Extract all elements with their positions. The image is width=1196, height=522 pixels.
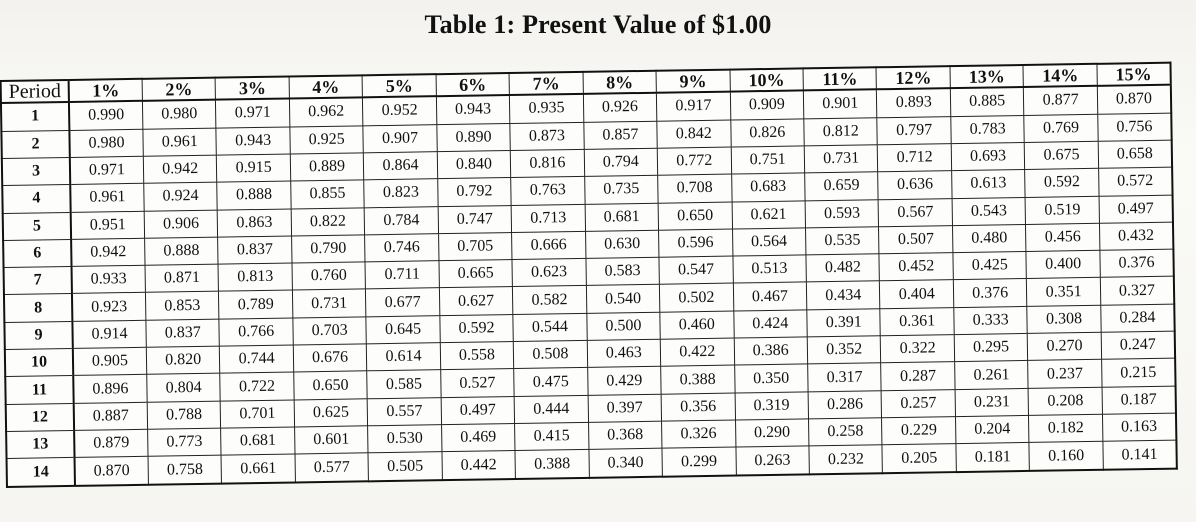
- value-cell: 0.711: [365, 261, 439, 289]
- value-cell: 0.467: [733, 282, 807, 310]
- value-cell: 0.744: [220, 345, 294, 373]
- value-cell: 0.317: [808, 363, 882, 391]
- period-cell: 14: [7, 458, 75, 487]
- value-cell: 0.917: [656, 92, 730, 121]
- value-cell: 0.855: [291, 180, 365, 208]
- rate-column-header: 11%: [803, 67, 877, 90]
- value-cell: 0.442: [442, 451, 516, 480]
- value-cell: 0.601: [294, 426, 368, 454]
- value-cell: 0.572: [1098, 167, 1172, 195]
- value-cell: 0.625: [294, 399, 368, 427]
- value-cell: 0.826: [730, 119, 804, 147]
- value-cell: 0.204: [955, 415, 1029, 443]
- rate-column-header: 6%: [436, 73, 510, 96]
- value-cell: 0.813: [218, 263, 292, 291]
- value-cell: 0.962: [289, 97, 363, 126]
- value-cell: 0.257: [882, 389, 956, 417]
- value-cell: 0.823: [364, 179, 438, 207]
- value-cell: 0.400: [1026, 250, 1100, 278]
- value-cell: 0.722: [220, 372, 294, 400]
- value-cell: 0.469: [441, 424, 515, 452]
- value-cell: 0.666: [512, 231, 586, 259]
- value-cell: 0.482: [806, 254, 880, 282]
- value-cell: 0.879: [74, 429, 148, 457]
- value-cell: 0.889: [290, 153, 364, 181]
- value-cell: 0.731: [292, 289, 366, 317]
- value-cell: 0.263: [736, 446, 810, 475]
- value-cell: 0.621: [732, 200, 806, 228]
- value-cell: 0.388: [661, 365, 735, 393]
- value-cell: 0.187: [1102, 386, 1176, 414]
- value-cell: 0.901: [803, 89, 877, 118]
- value-cell: 0.356: [661, 393, 735, 421]
- value-cell: 0.497: [441, 396, 515, 424]
- value-cell: 0.773: [148, 428, 222, 456]
- value-cell: 0.205: [882, 444, 956, 473]
- value-cell: 0.942: [143, 155, 217, 183]
- table-body: [1, 85, 1177, 487]
- rate-column-header: 3%: [215, 77, 289, 100]
- value-cell: 0.452: [879, 253, 953, 281]
- value-cell: 0.871: [145, 264, 219, 292]
- value-cell: 0.463: [587, 339, 661, 367]
- value-cell: 0.820: [146, 346, 220, 374]
- value-cell: 0.797: [877, 116, 951, 144]
- value-cell: 0.547: [659, 256, 733, 284]
- value-cell: 0.502: [660, 284, 734, 312]
- value-cell: 0.295: [954, 334, 1028, 362]
- value-cell: 0.480: [952, 224, 1026, 252]
- value-cell: 0.270: [1028, 332, 1102, 360]
- value-cell: 0.870: [75, 457, 149, 486]
- value-cell: 0.712: [878, 144, 952, 172]
- value-cell: 0.701: [221, 400, 295, 428]
- period-cell: 2: [1, 130, 69, 158]
- rate-column-header: 8%: [583, 71, 657, 94]
- period-cell: 9: [4, 321, 72, 349]
- rate-column-header: 10%: [730, 68, 804, 91]
- value-cell: 0.816: [510, 149, 584, 177]
- value-cell: 0.893: [877, 88, 951, 117]
- value-cell: 0.909: [730, 90, 804, 119]
- value-cell: 0.896: [73, 375, 147, 403]
- value-cell: 0.933: [72, 265, 146, 293]
- value-cell: 0.181: [956, 443, 1030, 472]
- value-cell: 0.535: [806, 227, 880, 255]
- value-cell: 0.926: [583, 93, 657, 122]
- value-cell: 0.287: [881, 362, 955, 390]
- value-cell: 0.914: [72, 320, 146, 348]
- value-cell: 0.630: [585, 230, 659, 258]
- value-cell: 0.840: [437, 150, 511, 178]
- value-cell: 0.943: [216, 127, 290, 155]
- value-cell: 0.735: [584, 175, 658, 203]
- value-cell: 0.424: [733, 310, 807, 338]
- value-cell: 0.661: [221, 454, 295, 483]
- value-cell: 0.935: [510, 94, 584, 123]
- period-cell: 6: [3, 239, 71, 267]
- value-cell: 0.683: [731, 173, 805, 201]
- value-cell: 0.543: [952, 197, 1026, 225]
- rate-column-header: 9%: [656, 70, 730, 93]
- value-cell: 0.391: [807, 309, 881, 337]
- rate-column-header: 13%: [950, 65, 1024, 88]
- value-cell: 0.500: [586, 312, 660, 340]
- value-cell: 0.141: [1103, 440, 1177, 469]
- value-cell: 0.444: [514, 395, 588, 423]
- value-cell: 0.961: [143, 128, 217, 156]
- value-cell: 0.425: [953, 252, 1027, 280]
- value-cell: 0.215: [1101, 359, 1175, 387]
- value-cell: 0.990: [69, 101, 143, 130]
- value-cell: 0.890: [437, 123, 511, 151]
- value-cell: 0.645: [366, 315, 440, 343]
- value-cell: 0.877: [1024, 86, 1098, 115]
- value-cell: 0.232: [809, 445, 883, 474]
- value-cell: 0.326: [662, 420, 736, 448]
- value-cell: 0.544: [513, 313, 587, 341]
- value-cell: 0.943: [436, 95, 510, 124]
- value-cell: 0.513: [733, 255, 807, 283]
- value-cell: 0.942: [71, 238, 145, 266]
- value-cell: 0.769: [1024, 114, 1098, 142]
- value-cell: 0.237: [1028, 360, 1102, 388]
- value-cell: 0.368: [588, 421, 662, 449]
- value-cell: 0.299: [662, 447, 736, 476]
- value-cell: 0.693: [951, 142, 1025, 170]
- rate-column-header: 12%: [876, 66, 950, 89]
- value-cell: 0.582: [513, 286, 587, 314]
- present-value-table-container: [0, 62, 1178, 488]
- value-cell: 0.623: [512, 259, 586, 287]
- value-cell: 0.951: [71, 211, 145, 239]
- value-cell: 0.952: [363, 96, 437, 125]
- value-cell: 0.415: [515, 422, 589, 450]
- rate-column-header: 1%: [69, 79, 143, 102]
- value-cell: 0.352: [807, 336, 881, 364]
- table-title: Table 1: Present Value of $1.00: [424, 10, 772, 39]
- value-cell: 0.789: [219, 290, 293, 318]
- value-cell: 0.261: [955, 361, 1029, 389]
- value-cell: 0.567: [879, 198, 953, 226]
- period-cell: 11: [5, 376, 73, 404]
- value-cell: 0.593: [805, 199, 879, 227]
- period-cell: 12: [6, 403, 74, 431]
- value-cell: 0.507: [879, 225, 953, 253]
- value-cell: 0.677: [366, 288, 440, 316]
- value-cell: 0.756: [1098, 113, 1172, 141]
- value-cell: 0.812: [804, 117, 878, 145]
- rate-column-header: 7%: [509, 72, 583, 95]
- value-cell: 0.376: [1100, 249, 1174, 277]
- period-cell: 7: [4, 267, 72, 295]
- value-cell: 0.351: [1027, 278, 1101, 306]
- value-cell: 0.746: [365, 234, 439, 262]
- value-cell: 0.925: [290, 125, 364, 153]
- value-cell: 0.837: [146, 319, 220, 347]
- value-cell: 0.924: [144, 182, 218, 210]
- value-cell: 0.558: [440, 342, 514, 370]
- value-cell: 0.376: [953, 279, 1027, 307]
- value-cell: 0.713: [511, 204, 585, 232]
- value-cell: 0.583: [586, 257, 660, 285]
- value-cell: 0.788: [147, 401, 221, 429]
- value-cell: 0.763: [511, 177, 585, 205]
- value-cell: 0.519: [1025, 196, 1099, 224]
- value-cell: 0.333: [954, 306, 1028, 334]
- value-cell: 0.319: [735, 392, 809, 420]
- value-cell: 0.980: [142, 100, 216, 129]
- value-cell: 0.766: [219, 318, 293, 346]
- value-cell: 0.783: [951, 115, 1025, 143]
- value-cell: 0.160: [1029, 442, 1103, 471]
- value-cell: 0.386: [734, 337, 808, 365]
- value-cell: 0.475: [514, 368, 588, 396]
- value-cell: 0.505: [368, 452, 442, 481]
- rate-column-header: 15%: [1097, 63, 1171, 86]
- value-cell: 0.614: [367, 343, 441, 371]
- value-cell: 0.557: [367, 397, 441, 425]
- value-cell: 0.284: [1101, 304, 1175, 332]
- value-cell: 0.772: [657, 147, 731, 175]
- period-cell: 10: [5, 349, 73, 377]
- value-cell: 0.676: [293, 344, 367, 372]
- value-cell: 0.864: [364, 152, 438, 180]
- value-cell: 0.397: [588, 394, 662, 422]
- value-cell: 0.888: [145, 237, 219, 265]
- value-cell: 0.231: [955, 388, 1029, 416]
- value-cell: 0.792: [437, 178, 511, 206]
- value-cell: 0.290: [735, 419, 809, 447]
- value-cell: 0.794: [584, 148, 658, 176]
- value-cell: 0.873: [510, 122, 584, 150]
- period-cell: 8: [4, 294, 72, 322]
- value-cell: 0.760: [292, 262, 366, 290]
- value-cell: 0.592: [1025, 169, 1099, 197]
- value-cell: 0.208: [1028, 387, 1102, 415]
- value-cell: 0.540: [586, 285, 660, 313]
- value-cell: 0.923: [72, 293, 146, 321]
- value-cell: 0.229: [882, 417, 956, 445]
- value-cell: 0.388: [515, 450, 589, 479]
- value-cell: 0.705: [438, 232, 512, 260]
- value-cell: 0.163: [1102, 413, 1176, 441]
- value-cell: 0.434: [806, 281, 880, 309]
- value-cell: 0.577: [295, 453, 369, 482]
- value-cell: 0.286: [808, 390, 882, 418]
- value-cell: 0.758: [148, 455, 222, 484]
- period-cell: 13: [6, 430, 74, 458]
- value-cell: 0.906: [144, 210, 218, 238]
- value-cell: 0.530: [368, 425, 442, 453]
- value-cell: 0.790: [291, 235, 365, 263]
- value-cell: 0.703: [293, 317, 367, 345]
- value-cell: 0.961: [70, 184, 144, 212]
- value-cell: 0.585: [367, 370, 441, 398]
- value-cell: 0.842: [657, 120, 731, 148]
- value-cell: 0.327: [1100, 277, 1174, 305]
- value-cell: 0.665: [439, 260, 513, 288]
- value-cell: 0.853: [145, 292, 219, 320]
- value-cell: 0.340: [589, 449, 663, 478]
- value-cell: 0.681: [221, 427, 295, 455]
- value-cell: 0.308: [1027, 305, 1101, 333]
- value-cell: 0.980: [69, 129, 143, 157]
- value-cell: 0.564: [732, 228, 806, 256]
- value-cell: 0.592: [440, 314, 514, 342]
- value-cell: 0.784: [364, 206, 438, 234]
- value-cell: 0.888: [217, 181, 291, 209]
- value-cell: 0.596: [659, 229, 733, 257]
- value-cell: 0.659: [805, 172, 879, 200]
- value-cell: 0.350: [734, 364, 808, 392]
- rate-column-header: 2%: [142, 78, 216, 101]
- rate-column-header: 4%: [289, 75, 363, 98]
- period-cell: 3: [2, 157, 70, 185]
- value-cell: 0.731: [804, 145, 878, 173]
- rate-column-header: 5%: [362, 74, 436, 97]
- value-cell: 0.247: [1101, 331, 1175, 359]
- value-cell: 0.636: [878, 171, 952, 199]
- value-cell: 0.497: [1099, 195, 1173, 223]
- period-cell: 1: [1, 102, 69, 131]
- value-cell: 0.613: [952, 170, 1026, 198]
- value-cell: 0.887: [74, 402, 148, 430]
- value-cell: 0.907: [363, 124, 437, 152]
- value-cell: 0.751: [731, 146, 805, 174]
- value-cell: 0.361: [880, 307, 954, 335]
- rate-column-header: 14%: [1023, 64, 1097, 87]
- value-cell: 0.182: [1029, 414, 1103, 442]
- value-cell: 0.460: [660, 311, 734, 339]
- period-cell: 4: [2, 185, 70, 213]
- present-value-table: [0, 62, 1178, 488]
- value-cell: 0.432: [1099, 222, 1173, 250]
- value-cell: 0.658: [1098, 140, 1172, 168]
- value-cell: 0.650: [294, 371, 368, 399]
- value-cell: 0.915: [217, 154, 291, 182]
- value-cell: 0.422: [660, 338, 734, 366]
- value-cell: 0.258: [809, 418, 883, 446]
- value-cell: 0.837: [218, 236, 292, 264]
- value-cell: 0.404: [880, 280, 954, 308]
- value-cell: 0.870: [1097, 85, 1171, 114]
- value-cell: 0.822: [291, 207, 365, 235]
- period-column-header: Period: [1, 80, 69, 103]
- value-cell: 0.905: [73, 347, 147, 375]
- value-cell: 0.857: [583, 121, 657, 149]
- value-cell: 0.747: [438, 205, 512, 233]
- value-cell: 0.456: [1026, 223, 1100, 251]
- value-cell: 0.675: [1025, 141, 1099, 169]
- value-cell: 0.527: [440, 369, 514, 397]
- value-cell: 0.708: [658, 174, 732, 202]
- value-cell: 0.971: [216, 99, 290, 128]
- value-cell: 0.508: [513, 340, 587, 368]
- value-cell: 0.650: [658, 202, 732, 230]
- value-cell: 0.971: [70, 156, 144, 184]
- value-cell: 0.885: [950, 87, 1024, 116]
- value-cell: 0.429: [587, 367, 661, 395]
- value-cell: 0.322: [881, 335, 955, 363]
- period-cell: 5: [3, 212, 71, 240]
- value-cell: 0.804: [147, 374, 221, 402]
- value-cell: 0.627: [439, 287, 513, 315]
- value-cell: 0.681: [585, 203, 659, 231]
- value-cell: 0.863: [218, 209, 292, 237]
